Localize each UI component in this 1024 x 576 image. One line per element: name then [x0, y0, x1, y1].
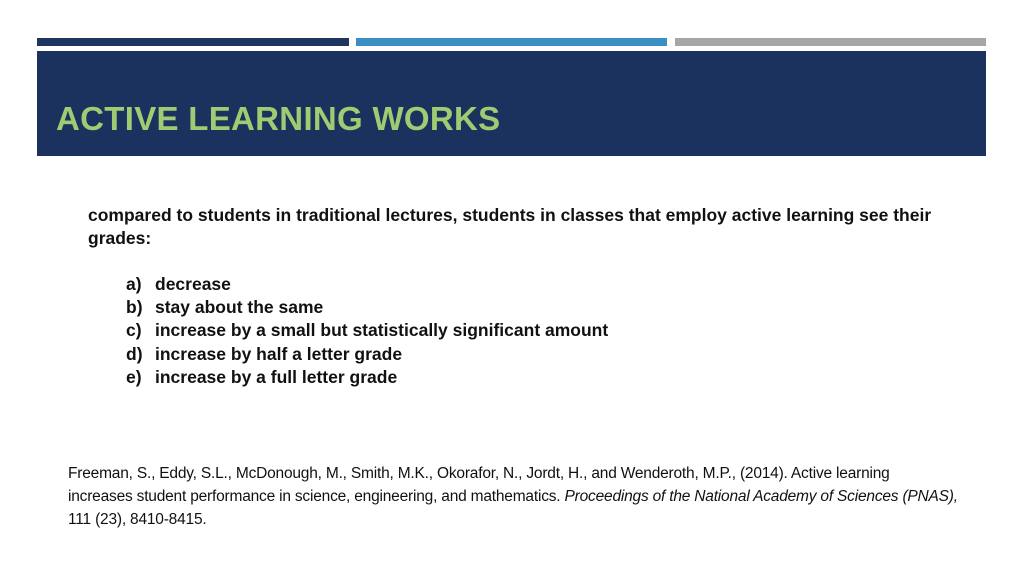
answer-option: [126, 319, 608, 342]
answer-option: [126, 366, 608, 389]
option-text: increase by a full letter grade: [155, 366, 398, 387]
title-banner: [37, 51, 986, 156]
accent-bar-gray: [675, 38, 986, 46]
question-text: compared to students in traditional lectures, students in classes that employ active learning see their grades:: [88, 205, 932, 248]
answer-option: [126, 343, 608, 366]
option-text: stay about the same: [155, 297, 324, 318]
option-text: increase by a small but statistically significant amount: [155, 320, 609, 341]
accent-bar-dark: [37, 38, 349, 46]
accent-bar-blue: [356, 38, 667, 46]
option-text: increase by half a letter grade: [155, 343, 403, 364]
option-letter: b): [126, 297, 143, 318]
slide-title: ACTIVE LEARNING WORKS: [56, 100, 501, 137]
option-text: decrease: [155, 274, 231, 294]
answer-option: [126, 273, 608, 296]
option-letter: e): [126, 366, 142, 387]
option-letter: d): [126, 343, 143, 364]
option-letter: c): [126, 320, 142, 341]
option-letter: a): [126, 274, 142, 294]
citation-volume-pages: 111 (23), 8410-8415.: [68, 511, 207, 528]
citation-journal: Proceedings of the National Academy of Sciences (PNAS),: [564, 488, 958, 505]
answer-option: [126, 296, 608, 319]
citation: [68, 462, 958, 531]
citation-authors-title: Freeman, S., Eddy, S.L., McDonough, M., Smith, M.K., Okorafor, N., Jordt, H., and Wenderoth, M.P., (2014). Active learning increases student performance in science, engineering, and mathematics.: [68, 465, 890, 505]
answer-options: [126, 273, 608, 389]
